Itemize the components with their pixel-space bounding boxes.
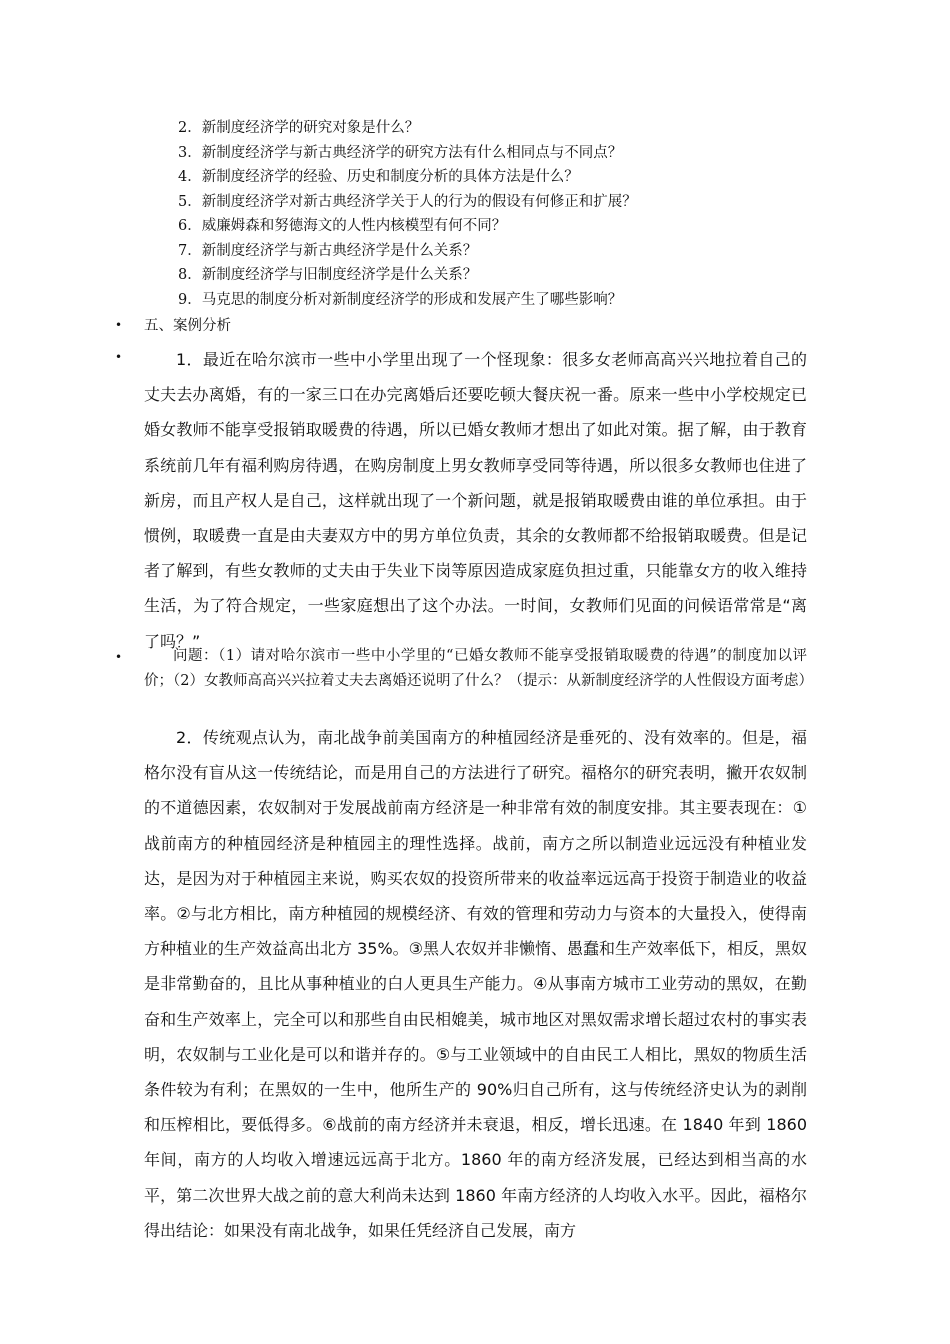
- bullet-icon: •: [115, 350, 123, 364]
- question-item: 8．新制度经济学与旧制度经济学是什么关系？: [178, 267, 478, 283]
- bullet-icon: •: [115, 318, 123, 332]
- bullet-icon: •: [115, 650, 123, 664]
- review-question-list: [178, 116, 778, 312]
- question-item: 4．新制度经济学的经验、历史和制度分析的具体方法是什么？: [178, 169, 579, 185]
- case-2-paragraph: [144, 720, 807, 1248]
- question-item: 9．马克思的制度分析对新制度经济学的形成和发展产生了哪些影响？: [178, 291, 623, 308]
- section-title: 五、案例分析: [144, 318, 231, 334]
- question-item: 6．威廉姆森和努德海文的人性内核模型有何不同？: [178, 218, 507, 234]
- question-item: 2．新制度经济学的研究对象是什么？: [178, 120, 420, 136]
- question-item: 7．新制度经济学与新古典经济学是什么关系？: [178, 242, 478, 259]
- case-1-paragraph: [144, 342, 807, 659]
- case-1-question: [144, 644, 813, 694]
- case-1-text: 1．最近在哈尔滨市一些中小学里出现了一个怪现象：很多女老师高高兴兴地拉着自己的丈夫去办离婚，有的一家三口在办完离婚后还要吃顿大餐庆祝一番。原来一些中小学校规定已婚女教师不能享受报销取暖费的待遇，所以已婚女教师才想出了如此对策。据了解，由于教育系统前几年有福利购房待遇，在购房制度上男女教师享受同等待遇，所以很多女教师也住进了新房，而且产权人是自己，这样就出现了一个新问题，就是报销取暖费由谁的单位承担。由于惯例，取暖费一直是由夫妻双方中的男方单位负责，其余的女教师都不给报销取暖费。但是记者了解到，有些女教师的丈夫由于失业下岗等原因造成家庭负担过重，只能靠女方的收入维持生活，为了符合规定，一些家庭想出了这个办法。一时间，女教师们见面的问候语常常是“离了吗？”: [144, 350, 807, 651]
- case-1-question-text: 问题：（1）请对哈尔滨市一些中小学里的“已婚女教师不能享受报销取暖费的待遇”的制度加以评价；（2）女教师高高兴兴拉着丈夫去离婚还说明了什么？（提示：从新制度经济学的人性假设方面考虑）: [144, 648, 813, 689]
- question-item: 5．新制度经济学对新古典经济学关于人的行为的假设有何修正和扩展？: [178, 193, 637, 210]
- question-item: 3．新制度经济学与新古典经济学的研究方法有什么相同点与不同点？: [178, 144, 623, 161]
- case-2-text: 2．传统观点认为，南北战争前美国南方的种植园经济是垂死的、没有效率的。但是，福格尔没有盲从这一传统结论，而是用自己的方法进行了研究。福格尔的研究表明，撇开农奴制的不道德因素，农奴制对于发展战前南方经济是一种非常有效的制度安排。其主要表现在：①战前南方的种植园经济是种植园主的理性选择。战前，南方之所以制造业远远没有种植业发达，是因为对于种植园主来说，购买农奴的投资所带来的收益率远远高于投资于制造业的收益率。②与北方相比，南方种植园的规模经济、有效的管理和劳动力与资本的大量投入，使得南方种植业的生产效益高出北方 35%。③黑人农奴并非懒惰、愚蠢和生产效率低下，相反，黑奴是非常勤奋的，且比从事种植业的白人更具生产能力。④从事南方城市工业劳动的黑奴，在勤奋和生产效率上，完全可以和那些自由民相媲美，城市地区对黑奴需求增长超过农村的事实表明，农奴制与工业化是可以和谐并存的。⑤与工业领域中的自由民工人相比，黑奴的物质生活条件较为有利；在黑奴的一生中，他所生产的 90%归自己所有，这与传统经济史认为的剥削和压榨相比，要低得多。⑥战前的南方经济并未衰退，相反，增长迅速。在 1840 年到 1860 年间，南方的人均收入增速远远高于北方。1860 年的南方经济发展，已经达到相当高的水平，第二次世界大战之前的意大利尚未达到 1860 年南方经济的人均收入水平。因此，福格尔得出结论：如果没有南北战争，如果任凭经济自己发展，南方: [144, 728, 807, 1240]
